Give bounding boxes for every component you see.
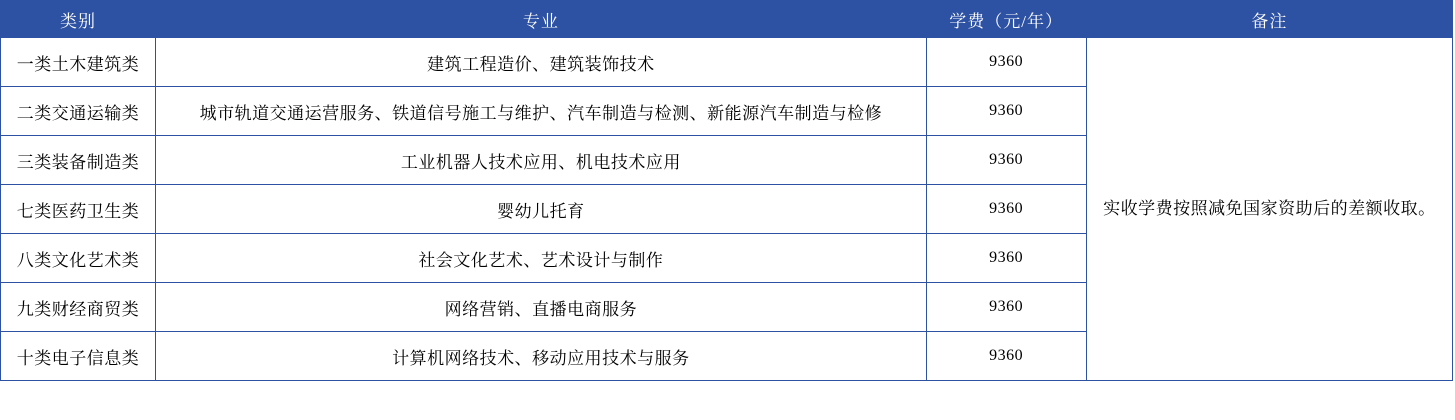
column-header-major: 专业 <box>156 1 927 38</box>
column-header-fee: 学费（元/年） <box>926 1 1086 38</box>
cell-category: 七类医药卫生类 <box>1 185 156 234</box>
cell-category: 八类文化艺术类 <box>1 234 156 283</box>
cell-major: 建筑工程造价、建筑装饰技术 <box>156 38 927 87</box>
cell-major: 婴幼儿托育 <box>156 185 927 234</box>
cell-category: 三类装备制造类 <box>1 136 156 185</box>
table-body <box>1 38 1453 381</box>
cell-major: 计算机网络技术、移动应用技术与服务 <box>156 332 927 381</box>
table-header-row <box>1 1 1453 38</box>
cell-fee: 9360 <box>926 332 1086 381</box>
cell-major: 城市轨道交通运营服务、铁道信号施工与维护、汽车制造与检测、新能源汽车制造与检修 <box>156 87 927 136</box>
column-header-category: 类别 <box>1 1 156 38</box>
cell-fee: 9360 <box>926 87 1086 136</box>
cell-remark: 实收学费按照减免国家资助后的差额收取。 <box>1086 38 1452 381</box>
table-header <box>1 1 1453 38</box>
cell-category: 二类交通运输类 <box>1 87 156 136</box>
cell-category: 九类财经商贸类 <box>1 283 156 332</box>
cell-category: 十类电子信息类 <box>1 332 156 381</box>
cell-major: 社会文化艺术、艺术设计与制作 <box>156 234 927 283</box>
cell-category: 一类土木建筑类 <box>1 38 156 87</box>
cell-fee: 9360 <box>926 136 1086 185</box>
cell-fee: 9360 <box>926 185 1086 234</box>
column-header-remark: 备注 <box>1086 1 1452 38</box>
cell-major: 工业机器人技术应用、机电技术应用 <box>156 136 927 185</box>
table-row <box>1 38 1453 87</box>
cell-fee: 9360 <box>926 38 1086 87</box>
cell-fee: 9360 <box>926 283 1086 332</box>
cell-major: 网络营销、直播电商服务 <box>156 283 927 332</box>
cell-fee: 9360 <box>926 234 1086 283</box>
